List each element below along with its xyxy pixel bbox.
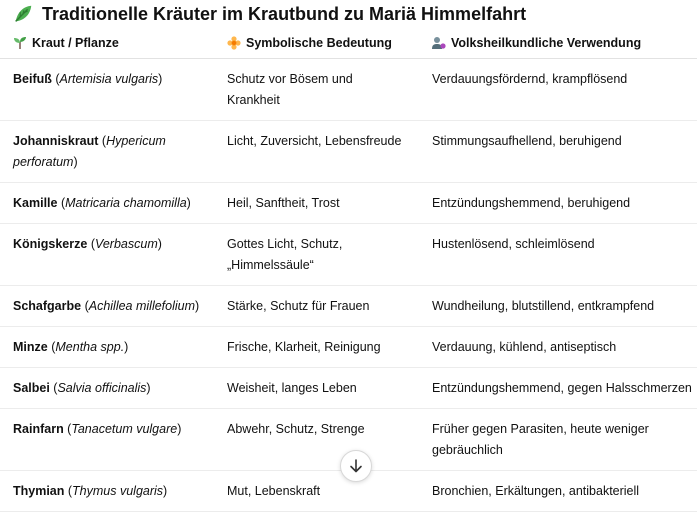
herb-latin-name: Hypericum perforatum xyxy=(13,134,166,169)
column-header-herb xyxy=(0,28,227,59)
use-cell: Bronchien, Erkältungen, antibakteriell xyxy=(432,471,697,512)
table-header-row xyxy=(0,28,697,59)
herb-name: Beifuß xyxy=(13,72,52,86)
column-header-label: Kraut / Pflanze xyxy=(32,36,119,50)
herb-name: Thymian xyxy=(13,484,65,498)
use-cell: Entzündungshemmend, beruhigend xyxy=(432,183,697,224)
herb-leaf-icon xyxy=(12,3,34,25)
table-row xyxy=(0,368,697,409)
herb-name: Johanniskraut xyxy=(13,134,99,148)
table-row xyxy=(0,224,697,286)
herb-latin-name: Achillea millefolium xyxy=(88,299,196,313)
herb-cell: Thymian (Thymus vulgaris) xyxy=(0,471,227,512)
column-header-label: Volksheilkundliche Verwendung xyxy=(451,36,642,50)
herb-name: Königskerze xyxy=(13,237,88,251)
page-title: Traditionelle Kräuter im Krautbund zu Mariä Himmelfahrt xyxy=(42,3,527,24)
flower-icon xyxy=(227,36,241,50)
meaning-cell: Weisheit, langes Leben xyxy=(227,368,432,409)
herb-latin-name: Artemisia vulgaris xyxy=(59,72,159,86)
seedling-icon xyxy=(13,36,27,50)
herbs-table xyxy=(0,28,697,512)
meaning-cell: Stärke, Schutz für Frauen xyxy=(227,286,432,327)
table-row xyxy=(0,121,697,183)
herb-latin-name: Tanacetum vulgare xyxy=(71,422,178,436)
use-cell: Entzündungshemmend, gegen Halsschmerzen xyxy=(432,368,697,409)
herb-name: Schafgarbe xyxy=(13,299,82,313)
herb-cell: Königskerze (Verbascum) xyxy=(0,224,227,286)
herb-latin-name: Salvia officinalis xyxy=(57,381,147,395)
healer-icon xyxy=(432,36,446,50)
herb-cell: Johanniskraut (Hypericum perforatum) xyxy=(0,121,227,183)
use-cell: Verdauungsfördernd, krampflösend xyxy=(432,59,697,121)
meaning-cell: Gottes Licht, Schutz, „Himmelssäule“ xyxy=(227,224,432,286)
meaning-cell: Frische, Klarheit, Reinigung xyxy=(227,327,432,368)
column-header-meaning xyxy=(227,28,432,59)
use-cell: Früher gegen Parasiten, heute weniger gebräuchlich xyxy=(432,409,697,471)
herb-name: Kamille xyxy=(13,196,58,210)
arrow-down-icon xyxy=(348,458,364,474)
scroll-down-button[interactable] xyxy=(340,450,372,482)
herb-cell: Kamille (Matricaria chamomilla) xyxy=(0,183,227,224)
table-row xyxy=(0,59,697,121)
meaning-cell: Schutz vor Bösem und Krankheit xyxy=(227,59,432,121)
use-cell: Stimmungsaufhellend, beruhigend xyxy=(432,121,697,183)
use-cell: Hustenlösend, schleimlösend xyxy=(432,224,697,286)
column-header-label: Symbolische Bedeutung xyxy=(246,36,392,50)
meaning-cell: Abwehr, Schutz, Strenge xyxy=(227,409,432,471)
table-row xyxy=(0,286,697,327)
herb-latin-name: Matricaria chamomilla xyxy=(65,196,187,210)
column-header-use xyxy=(432,28,697,59)
herb-cell: Rainfarn (Tanacetum vulgare) xyxy=(0,409,227,471)
page-title-bar xyxy=(12,2,526,26)
herb-cell: Minze (Mentha spp.) xyxy=(0,327,227,368)
herb-cell: Beifuß (Artemisia vulgaris) xyxy=(0,59,227,121)
herb-cell: Salbei (Salvia officinalis) xyxy=(0,368,227,409)
meaning-cell: Heil, Sanftheit, Trost xyxy=(227,183,432,224)
meaning-cell: Mut, Lebenskraft xyxy=(227,471,432,512)
use-cell: Wundheilung, blutstillend, entkrampfend xyxy=(432,286,697,327)
table-row xyxy=(0,183,697,224)
herb-name: Rainfarn xyxy=(13,422,64,436)
herb-latin-name: Thymus vulgaris xyxy=(72,484,164,498)
use-cell: Verdauung, kühlend, antiseptisch xyxy=(432,327,697,368)
herb-latin-name: Mentha spp. xyxy=(55,340,125,354)
table-row xyxy=(0,327,697,368)
herb-name: Minze xyxy=(13,340,48,354)
herb-latin-name: Verbascum xyxy=(94,237,158,251)
herb-name: Salbei xyxy=(13,381,50,395)
herb-cell: Schafgarbe (Achillea millefolium) xyxy=(0,286,227,327)
meaning-cell: Licht, Zuversicht, Lebensfreude xyxy=(227,121,432,183)
